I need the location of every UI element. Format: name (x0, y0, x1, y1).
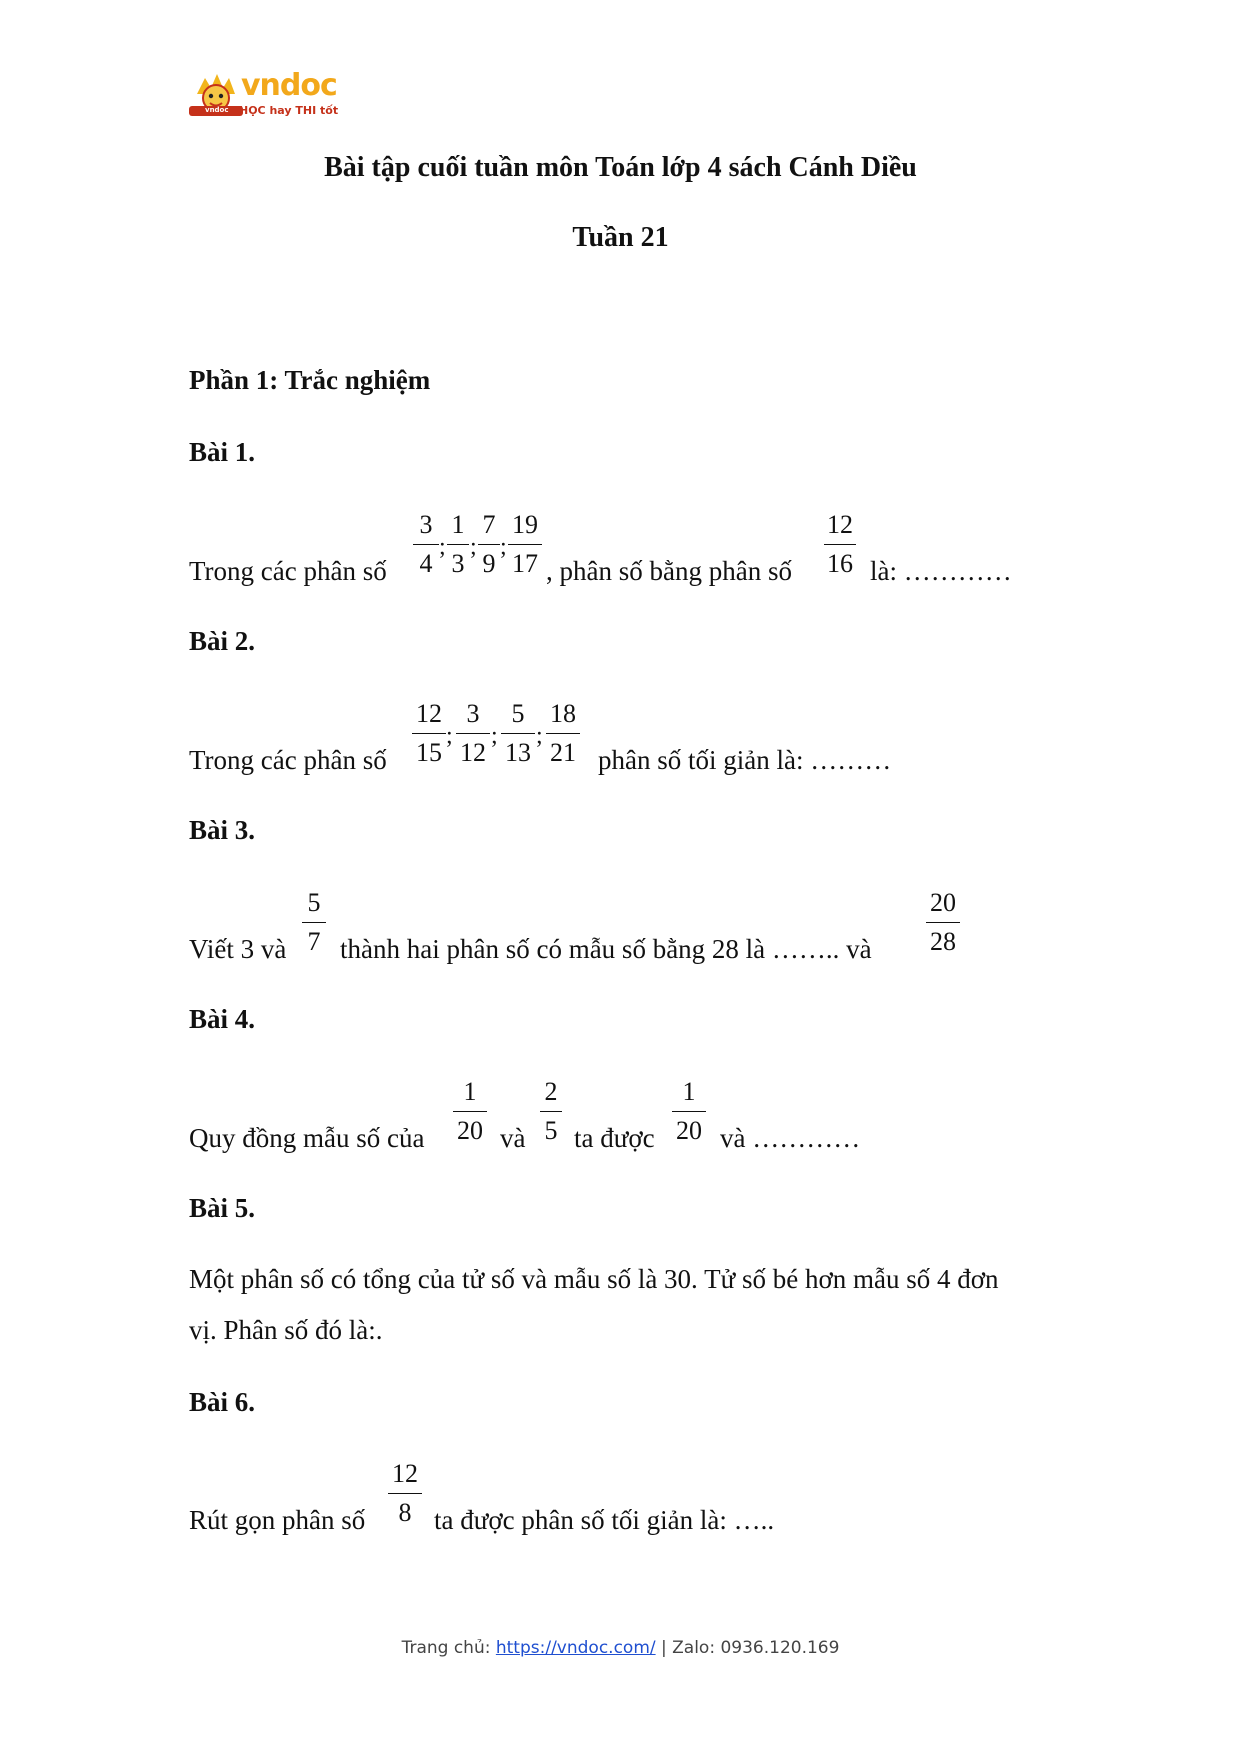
logo-badge-text: vndoc (205, 106, 229, 114)
separator: ; (491, 723, 498, 749)
exercise-2-answer-blank: phân số tối giản là: ……… (598, 745, 892, 775)
exercise-2-before: Trong các phân số (189, 745, 387, 775)
separator: ; (500, 534, 507, 560)
exercise-3-middle: thành hai phân số có mẫu số bằng 28 là …….. và (340, 934, 872, 964)
fraction: 3 4 (413, 510, 439, 583)
fraction: 12 15 (412, 699, 446, 772)
exercise-5-line-2: vị. Phân số đó là:. (189, 1315, 383, 1345)
fraction: 1 20 (672, 1077, 706, 1150)
fraction: 5 13 (501, 699, 535, 772)
exercise-1-before: Trong các phân số (189, 556, 387, 586)
fraction: 1 3 (447, 510, 469, 583)
logo-tagline: HỌC hay THI tốt (239, 104, 339, 117)
exercise-1-middle: , phân số bằng phân số (546, 556, 792, 586)
vndoc-logo (187, 66, 347, 122)
page-footer (0, 1638, 1241, 1658)
footer-prefix: Trang chủ: (401, 1638, 491, 1658)
fraction: 12 16 (824, 510, 856, 583)
exercise-4-before: Quy đồng mẫu số của (189, 1123, 425, 1153)
logo-brand: vndoc (241, 68, 337, 103)
fraction: 20 28 (926, 888, 960, 961)
separator: ; (536, 723, 543, 749)
exercise-6-label: Bài 6. (189, 1387, 256, 1417)
fraction: 12 8 (388, 1459, 422, 1532)
separator: ; (470, 534, 477, 560)
footer-home-link[interactable]: https://vndoc.com/ (495, 1638, 656, 1658)
fraction: 18 21 (546, 699, 580, 772)
exercise-5-line-1: Một phân số có tổng của tử số và mẫu số là 30. Tử số bé hơn mẫu số 4 đơn (189, 1264, 999, 1294)
fraction: 2 5 (540, 1077, 562, 1150)
exercise-1-label: Bài 1. (189, 437, 256, 467)
exercise-5-label: Bài 5. (189, 1193, 256, 1223)
exercise-4-and: và (500, 1123, 526, 1153)
exercise-1-answer-blank: là: ………… (870, 556, 1012, 586)
exercise-6-before: Rút gọn phân số (189, 1505, 366, 1535)
footer-zalo: | Zalo: 0936.120.169 (661, 1638, 840, 1658)
fraction: 7 9 (478, 510, 500, 583)
fraction: 5 7 (302, 888, 326, 961)
section-heading: Phần 1: Trắc nghiệm (189, 365, 431, 395)
exercise-4-label: Bài 4. (189, 1004, 256, 1034)
separator: ; (446, 723, 453, 749)
fraction: 1 20 (453, 1077, 487, 1150)
exercise-4-answer-blank: và ………… (720, 1123, 861, 1153)
separator: ; (439, 534, 446, 560)
exercise-3-label: Bài 3. (189, 815, 256, 845)
fraction: 3 12 (456, 699, 490, 772)
page-subtitle: Tuần 21 (572, 222, 669, 253)
fraction: 19 17 (508, 510, 542, 583)
exercise-3-before: Viết 3 và (189, 934, 287, 964)
exercise-2-label: Bài 2. (189, 626, 256, 656)
page-title: Bài tập cuối tuần môn Toán lớp 4 sách Cánh Diều (324, 152, 917, 183)
exercise-6-answer-blank: ta được phân số tối giản là: ….. (434, 1505, 775, 1535)
exercise-4-middle: ta được (574, 1123, 655, 1153)
